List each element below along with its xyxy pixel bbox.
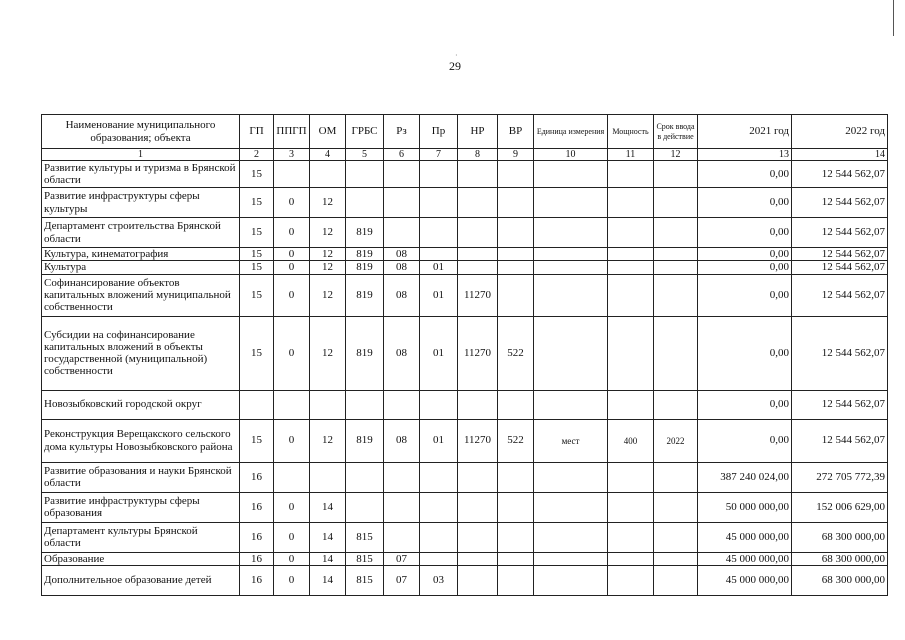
cell-y2021: 0,00 <box>698 218 792 248</box>
cell-name: Культура, кинематография <box>42 248 240 261</box>
cell-y2021: 0,00 <box>698 188 792 218</box>
cell-grbs <box>346 390 384 419</box>
cell-grbs <box>346 492 384 522</box>
cell-name: Развитие культуры и туризма в Брянской области <box>42 161 240 188</box>
cell-term <box>654 522 698 552</box>
cell-om: 14 <box>310 552 346 565</box>
cell-ppgp: 0 <box>274 274 310 316</box>
cell-np <box>458 552 498 565</box>
cell-y2022: 12 544 562,07 <box>792 274 888 316</box>
cell-unit <box>534 248 608 261</box>
cell-unit: мест <box>534 419 608 462</box>
cell-gp: 16 <box>240 565 274 595</box>
cell-name: Культура <box>42 261 240 274</box>
cell-grbs: 819 <box>346 218 384 248</box>
cell-unit <box>534 188 608 218</box>
header-gp: ГП <box>240 115 274 149</box>
cell-y2021: 0,00 <box>698 390 792 419</box>
header-capacity: Мощность <box>608 115 654 149</box>
cell-name: Новозыбковский городской округ <box>42 390 240 419</box>
cell-ppgp: 0 <box>274 522 310 552</box>
cell-y2022: 12 544 562,07 <box>792 218 888 248</box>
page-edge-line <box>893 0 894 36</box>
cell-ppgp: 0 <box>274 552 310 565</box>
cell-gp <box>240 390 274 419</box>
column-number: 6 <box>384 149 420 161</box>
cell-gp: 15 <box>240 274 274 316</box>
cell-capacity <box>608 492 654 522</box>
cell-gp: 15 <box>240 316 274 390</box>
cell-ppgp: 0 <box>274 248 310 261</box>
cell-capacity <box>608 390 654 419</box>
cell-pr <box>420 390 458 419</box>
cell-grbs: 815 <box>346 522 384 552</box>
cell-term <box>654 161 698 188</box>
column-number: 10 <box>534 149 608 161</box>
header-np: НР <box>458 115 498 149</box>
cell-y2022: 12 544 562,07 <box>792 390 888 419</box>
cell-gp: 15 <box>240 419 274 462</box>
cell-name: Образование <box>42 552 240 565</box>
cell-gp: 15 <box>240 218 274 248</box>
cell-vr <box>498 552 534 565</box>
cell-rz <box>384 188 420 218</box>
cell-vr <box>498 161 534 188</box>
cell-ppgp <box>274 462 310 492</box>
column-number: 14 <box>792 149 888 161</box>
cell-name: Департамент строительства Брянской области <box>42 218 240 248</box>
cell-ppgp <box>274 161 310 188</box>
cell-y2022: 68 300 000,00 <box>792 552 888 565</box>
cell-om: 14 <box>310 522 346 552</box>
column-number: 8 <box>458 149 498 161</box>
column-number: 1 <box>42 149 240 161</box>
cell-unit <box>534 552 608 565</box>
cell-grbs: 819 <box>346 261 384 274</box>
cell-ppgp: 0 <box>274 261 310 274</box>
cell-gp: 15 <box>240 161 274 188</box>
cell-np <box>458 161 498 188</box>
cell-pr: 03 <box>420 565 458 595</box>
cell-y2021: 45 000 000,00 <box>698 522 792 552</box>
cell-term <box>654 552 698 565</box>
cell-om: 12 <box>310 261 346 274</box>
cell-rz <box>384 462 420 492</box>
cell-np <box>458 261 498 274</box>
cell-vr <box>498 565 534 595</box>
header-ppgp: ППГП <box>274 115 310 149</box>
cell-grbs: 815 <box>346 565 384 595</box>
column-number: 11 <box>608 149 654 161</box>
cell-rz: 08 <box>384 316 420 390</box>
cell-om: 12 <box>310 419 346 462</box>
cell-capacity <box>608 274 654 316</box>
cell-rz: 08 <box>384 261 420 274</box>
cell-np <box>458 462 498 492</box>
header-2021: 2021 год <box>698 115 792 149</box>
cell-y2022: 68 300 000,00 <box>792 565 888 595</box>
header-vr: ВР <box>498 115 534 149</box>
cell-np <box>458 492 498 522</box>
cell-term <box>654 390 698 419</box>
header-pr: Пр <box>420 115 458 149</box>
cell-ppgp <box>274 390 310 419</box>
cell-term: 2022 <box>654 419 698 462</box>
cell-gp: 16 <box>240 522 274 552</box>
cell-om <box>310 161 346 188</box>
header-term: Срок ввода в действие <box>654 115 698 149</box>
cell-np <box>458 218 498 248</box>
cell-y2021: 0,00 <box>698 248 792 261</box>
table-row <box>42 492 888 522</box>
cell-y2021: 45 000 000,00 <box>698 565 792 595</box>
cell-rz: 08 <box>384 419 420 462</box>
cell-rz: 07 <box>384 552 420 565</box>
cell-capacity <box>608 161 654 188</box>
cell-gp: 15 <box>240 188 274 218</box>
header-om: ОМ <box>310 115 346 149</box>
cell-pr <box>420 492 458 522</box>
cell-np <box>458 565 498 595</box>
cell-rz <box>384 161 420 188</box>
cell-unit <box>534 218 608 248</box>
cell-np <box>458 188 498 218</box>
cell-y2021: 0,00 <box>698 274 792 316</box>
cell-np: 11270 <box>458 274 498 316</box>
cell-term <box>654 188 698 218</box>
cell-pr: 01 <box>420 274 458 316</box>
cell-om <box>310 462 346 492</box>
cell-rz <box>384 492 420 522</box>
page-number: 29 <box>449 59 461 73</box>
cell-vr <box>498 522 534 552</box>
cell-np: 11270 <box>458 316 498 390</box>
table-row <box>42 565 888 595</box>
cell-y2021: 0,00 <box>698 161 792 188</box>
column-number: 3 <box>274 149 310 161</box>
cell-rz <box>384 522 420 552</box>
column-number: 13 <box>698 149 792 161</box>
table-row <box>42 218 888 248</box>
cell-term <box>654 316 698 390</box>
cell-np: 11270 <box>458 419 498 462</box>
cell-gp: 16 <box>240 462 274 492</box>
column-number: 2 <box>240 149 274 161</box>
header-2022: 2022 год <box>792 115 888 149</box>
cell-capacity <box>608 316 654 390</box>
cell-term <box>654 261 698 274</box>
cell-capacity <box>608 552 654 565</box>
cell-y2021: 45 000 000,00 <box>698 552 792 565</box>
column-number: 4 <box>310 149 346 161</box>
cell-y2021: 387 240 024,00 <box>698 462 792 492</box>
cell-pr: 01 <box>420 316 458 390</box>
cell-y2022: 12 544 562,07 <box>792 261 888 274</box>
cell-term <box>654 565 698 595</box>
column-number: 9 <box>498 149 534 161</box>
cell-rz: 08 <box>384 274 420 316</box>
cell-gp: 15 <box>240 248 274 261</box>
cell-y2021: 50 000 000,00 <box>698 492 792 522</box>
table-row <box>42 188 888 218</box>
cell-unit <box>534 565 608 595</box>
header-unit: Единица измерения <box>534 115 608 149</box>
cell-grbs <box>346 462 384 492</box>
table-row <box>42 419 888 462</box>
cell-gp: 15 <box>240 261 274 274</box>
cell-unit <box>534 261 608 274</box>
cell-capacity <box>608 522 654 552</box>
cell-pr: 01 <box>420 261 458 274</box>
cell-name: Развитие инфраструктуры сферы культуры <box>42 188 240 218</box>
cell-gp: 16 <box>240 492 274 522</box>
header-rz: Рз <box>384 115 420 149</box>
cell-ppgp: 0 <box>274 419 310 462</box>
cell-om: 12 <box>310 274 346 316</box>
cell-capacity <box>608 261 654 274</box>
cell-om: 12 <box>310 218 346 248</box>
cell-ppgp: 0 <box>274 492 310 522</box>
cell-unit <box>534 161 608 188</box>
cell-grbs: 815 <box>346 552 384 565</box>
cell-y2022: 68 300 000,00 <box>792 522 888 552</box>
table-row <box>42 552 888 565</box>
cell-name: Развитие инфраструктуры сферы образования <box>42 492 240 522</box>
cell-gp: 16 <box>240 552 274 565</box>
cell-y2022: 12 544 562,07 <box>792 419 888 462</box>
cell-vr <box>498 248 534 261</box>
table-row <box>42 248 888 261</box>
table-row <box>42 522 888 552</box>
cell-rz: 08 <box>384 248 420 261</box>
cell-np <box>458 390 498 419</box>
header-grbs: ГРБС <box>346 115 384 149</box>
column-number: 12 <box>654 149 698 161</box>
column-number: 5 <box>346 149 384 161</box>
cell-unit <box>534 462 608 492</box>
cell-name: Софинансирование объектов капитальных вложений муниципальной собственности <box>42 274 240 316</box>
cell-capacity: 400 <box>608 419 654 462</box>
column-number: 7 <box>420 149 458 161</box>
cell-pr <box>420 218 458 248</box>
cell-pr <box>420 462 458 492</box>
cell-vr <box>498 462 534 492</box>
cell-om: 12 <box>310 188 346 218</box>
cell-om: 14 <box>310 492 346 522</box>
header-name: Наименование муниципального образования; объекта <box>42 115 240 149</box>
cell-capacity <box>608 462 654 492</box>
cell-ppgp: 0 <box>274 218 310 248</box>
table-row <box>42 316 888 390</box>
cell-vr <box>498 492 534 522</box>
table-row <box>42 161 888 188</box>
cell-y2021: 0,00 <box>698 419 792 462</box>
cell-name: Дополнительное образование детей <box>42 565 240 595</box>
cell-term <box>654 462 698 492</box>
cell-capacity <box>608 565 654 595</box>
table-row <box>42 274 888 316</box>
cell-om: 12 <box>310 248 346 261</box>
cell-np <box>458 522 498 552</box>
budget-table <box>41 114 888 596</box>
cell-grbs <box>346 161 384 188</box>
cell-pr <box>420 522 458 552</box>
cell-y2022: 12 544 562,07 <box>792 248 888 261</box>
cell-vr: 522 <box>498 316 534 390</box>
cell-unit <box>534 492 608 522</box>
cell-unit <box>534 274 608 316</box>
cell-name: Развитие образования и науки Брянской области <box>42 462 240 492</box>
column-number-row <box>42 149 888 161</box>
table-header-row <box>42 115 888 149</box>
cell-capacity <box>608 188 654 218</box>
cell-term <box>654 274 698 316</box>
cell-pr: 01 <box>420 419 458 462</box>
cell-name: Реконструкция Верещакского сельского дома культуры Новозыбковского района <box>42 419 240 462</box>
cell-y2022: 152 006 629,00 <box>792 492 888 522</box>
cell-vr <box>498 261 534 274</box>
cell-y2022: 12 544 562,07 <box>792 316 888 390</box>
cell-ppgp: 0 <box>274 565 310 595</box>
cell-om: 12 <box>310 316 346 390</box>
cell-y2022: 272 705 772,39 <box>792 462 888 492</box>
cell-grbs: 819 <box>346 419 384 462</box>
cell-unit <box>534 522 608 552</box>
table-row <box>42 462 888 492</box>
cell-rz <box>384 218 420 248</box>
cell-pr <box>420 552 458 565</box>
cell-unit <box>534 316 608 390</box>
cell-capacity <box>608 218 654 248</box>
cell-y2021: 0,00 <box>698 316 792 390</box>
cell-pr <box>420 248 458 261</box>
cell-y2022: 12 544 562,07 <box>792 161 888 188</box>
cell-grbs: 819 <box>346 274 384 316</box>
cell-om: 14 <box>310 565 346 595</box>
cell-vr <box>498 188 534 218</box>
cell-om <box>310 390 346 419</box>
cell-term <box>654 248 698 261</box>
cell-np <box>458 248 498 261</box>
table-row <box>42 261 888 274</box>
cell-grbs: 819 <box>346 316 384 390</box>
cell-name: Департамент культуры Брянской области <box>42 522 240 552</box>
cell-grbs <box>346 188 384 218</box>
cell-vr <box>498 218 534 248</box>
cell-rz: 07 <box>384 565 420 595</box>
scan-mark: · <box>455 51 458 60</box>
cell-ppgp: 0 <box>274 188 310 218</box>
cell-capacity <box>608 248 654 261</box>
cell-term <box>654 492 698 522</box>
cell-ppgp: 0 <box>274 316 310 390</box>
cell-y2022: 12 544 562,07 <box>792 188 888 218</box>
cell-term <box>654 218 698 248</box>
cell-pr <box>420 188 458 218</box>
cell-name: Субсидии на софинансирование капитальных вложений в объекты государственной (муниципальной) собственности <box>42 316 240 390</box>
cell-unit <box>534 390 608 419</box>
table-row <box>42 390 888 419</box>
cell-y2021: 0,00 <box>698 261 792 274</box>
cell-grbs: 819 <box>346 248 384 261</box>
cell-vr <box>498 390 534 419</box>
cell-vr <box>498 274 534 316</box>
cell-vr: 522 <box>498 419 534 462</box>
cell-rz <box>384 390 420 419</box>
cell-pr <box>420 161 458 188</box>
